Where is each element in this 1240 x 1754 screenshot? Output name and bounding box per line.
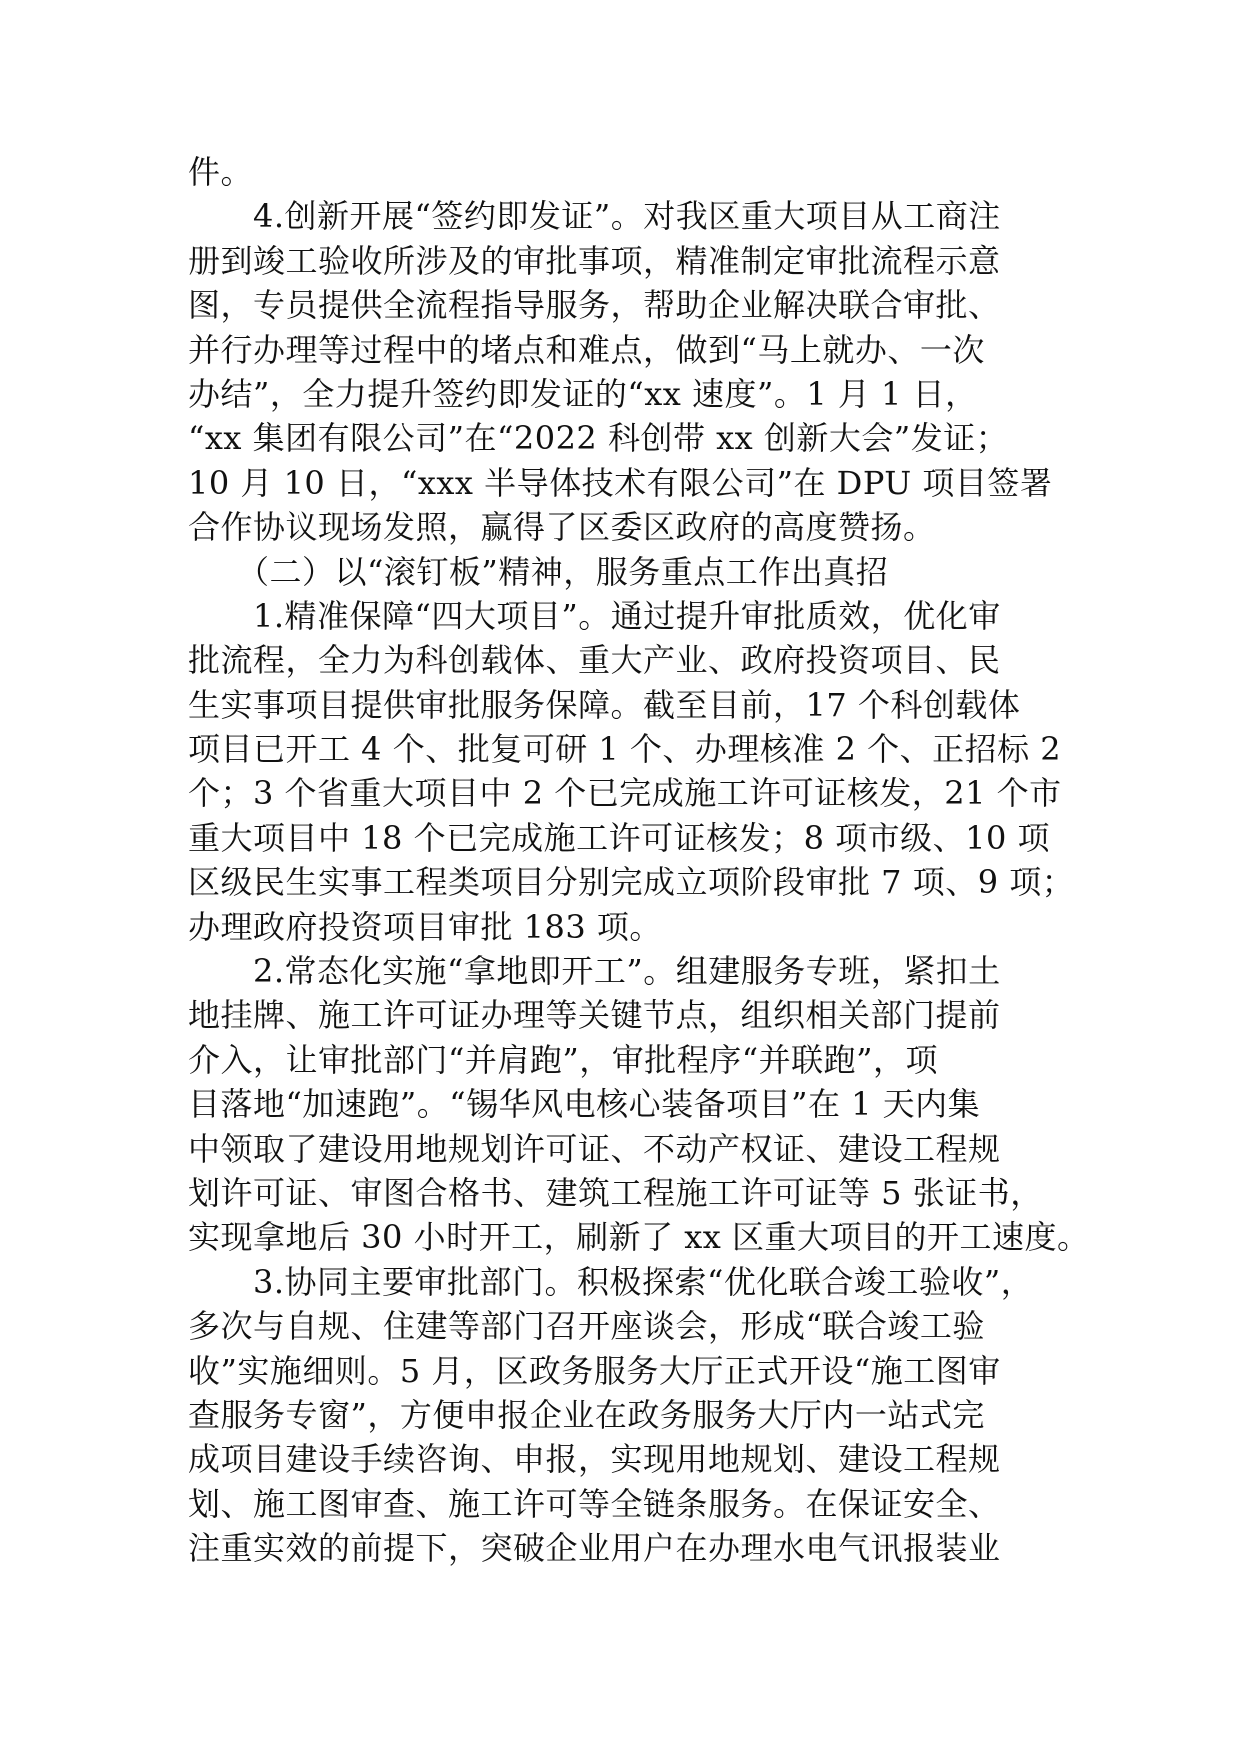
text-line: 实现拿地后 30 小时开工，刷新了 xx 区重大项目的开工速度。 bbox=[188, 1218, 1090, 1257]
text-line: 并行办理等过程中的堵点和难点，做到“马上就办、一次 bbox=[188, 330, 985, 369]
text-line: 件。 bbox=[188, 153, 254, 191]
section-heading: （二）以“滚钉板”精神，服务重点工作出真招 bbox=[188, 552, 889, 591]
text-line: 划许可证、审图合格书、建筑工程施工许可证等 5 张证书， bbox=[188, 1173, 1043, 1212]
text-line: 合作协议现场发照，赢得了区委区政府的高度赞扬。 bbox=[188, 508, 936, 547]
text-line: 重大项目中 18 个已完成施工许可证核发；8 项市级、10 项 bbox=[188, 818, 1050, 857]
text-line: 地挂牌、施工许可证办理等关键节点，组织相关部门提前 bbox=[188, 996, 1001, 1035]
text-line: 生实事项目提供审批服务保障。截至目前，17 个科创载体 bbox=[188, 685, 1021, 724]
text-line: 收”实施细则。5 月，区政务服务大厅正式开设“施工图审 bbox=[188, 1351, 1001, 1390]
text-line: 注重实效的前提下，突破企业用户在办理水电气讯报装业 bbox=[188, 1529, 1001, 1568]
text-line: 多次与自规、住建等部门召开座谈会，形成“联合竣工验 bbox=[188, 1307, 985, 1346]
text-line: 成项目建设手续咨询、申报，实现用地规划、建设工程规 bbox=[188, 1440, 1001, 1479]
text-line: “xx 集团有限公司”在“2022 科创带 xx 创新大会”发证； bbox=[188, 419, 1009, 458]
text-line: 区级民生实事工程类项目分别完成立项阶段审批 7 项、9 项； bbox=[188, 863, 1075, 902]
text-line: 册到竣工验收所涉及的审批事项，精准制定审批流程示意 bbox=[188, 241, 1001, 280]
text-line: 批流程，全力为科创载体、重大产业、政府投资项目、民 bbox=[188, 641, 1001, 680]
body-text bbox=[188, 150, 1088, 1571]
text-line: 划、施工图审查、施工许可等全链条服务。在保证安全、 bbox=[188, 1484, 1001, 1523]
text-line: 个；3 个省重大项目中 2 个已完成施工许可证核发，21 个市 bbox=[188, 774, 1062, 813]
text-line: 查服务专窗”，方便申报企业在政务服务大厅内一站式完 bbox=[188, 1395, 985, 1434]
text-line: 10 月 10 日，“xxx 半导体技术有限公司”在 DPU 项目签署 bbox=[188, 463, 1053, 502]
text-line: 项目已开工 4 个、批复可研 1 个、办理核准 2 个、正招标 2 bbox=[188, 730, 1062, 769]
text-line: 1.精准保障“四大项目”。通过提升审批质效，优化审 bbox=[188, 596, 1001, 635]
text-line: 图，专员提供全流程指导服务，帮助企业解决联合审批、 bbox=[188, 286, 1001, 325]
text-line: 4.创新开展“签约即发证”。对我区重大项目从工商注 bbox=[188, 197, 1001, 236]
text-line: 办结”，全力提升签约即发证的“xx 速度”。1 月 1 日， bbox=[188, 374, 978, 413]
text-line: 3.协同主要审批部门。积极探索“优化联合竣工验收”， bbox=[188, 1262, 1034, 1301]
text-line: 目落地“加速跑”。“锡华风电核心装备项目”在 1 天内集 bbox=[188, 1085, 981, 1124]
text-line: 2.常态化实施“拿地即开工”。组建服务专班，紧扣土 bbox=[188, 952, 1001, 991]
text-line: 中领取了建设用地规划许可证、不动产权证、建设工程规 bbox=[188, 1129, 1001, 1168]
text-line: 介入，让审批部门“并肩跑”，审批程序“并联跑”，项 bbox=[188, 1040, 938, 1079]
text-line: 办理政府投资项目审批 183 项。 bbox=[188, 907, 662, 946]
